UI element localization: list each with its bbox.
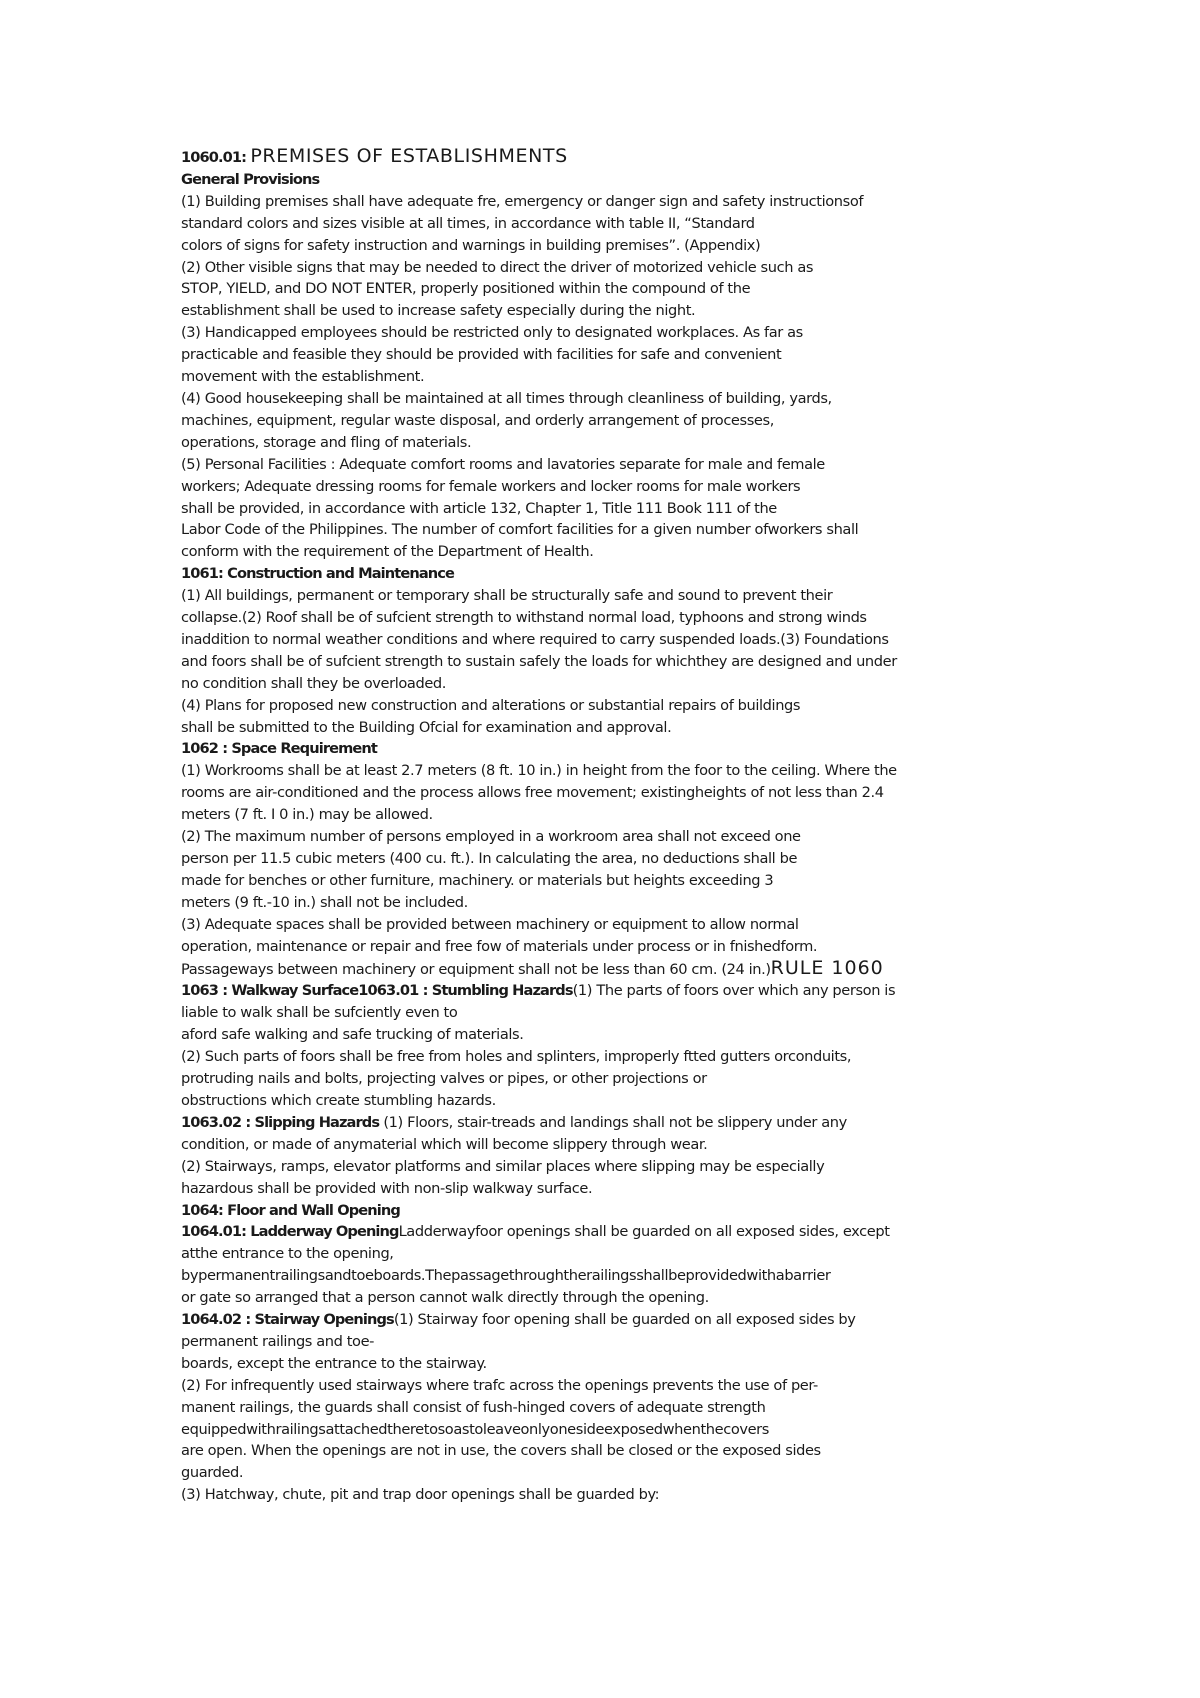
body-text: (3) Handicapped employees should be restricted only to designated workplaces. As far as (181, 324, 803, 342)
text-line (181, 958, 1061, 981)
text-line (181, 980, 1061, 1002)
text-line (181, 498, 1061, 520)
body-text: Labor Code of the Philippines. The number of comfort facilities for a given number ofworkers shall (181, 521, 859, 539)
body-text: (1) Floors, stair-treads and landings shall not be slippery under any (379, 1113, 847, 1131)
text-line (181, 454, 1061, 476)
text-line (181, 541, 1061, 563)
body-text: hazardous shall be provided with non-slip walkway surface. (181, 1179, 593, 1197)
text-line (181, 169, 1061, 191)
text-line (181, 519, 1061, 541)
body-text: (3) Adequate spaces shall be provided between machinery or equipment to allow normal (181, 915, 799, 933)
text-line (181, 1068, 1061, 1090)
document-body (181, 146, 1061, 1506)
body-text: are open. When the openings are not in use, the covers shall be closed or the exposed sides (181, 1442, 821, 1460)
section-heading: 1063 : Walkway Surface1063.01 : Stumbling Hazards (181, 982, 573, 1000)
body-text: shall be provided, in accordance with article 132, Chapter 1, Title 111 Book 111 of the (181, 499, 777, 517)
body-text: (2) Stairways, ramps, elevator platforms and similar places where slipping may be especially (181, 1157, 825, 1175)
text-line (181, 1462, 1061, 1484)
text-line (181, 1002, 1061, 1024)
text-line (181, 936, 1061, 958)
body-text: (4) Plans for proposed new construction and alterations or substantial repairs of buildings (181, 696, 801, 714)
text-line (181, 1331, 1061, 1353)
title-number: 1060.01: (181, 149, 247, 166)
body-text: made for benches or other furniture, machinery. or materials but heights exceeding 3 (181, 871, 774, 889)
body-text: liable to walk shall be sufciently even to (181, 1004, 458, 1022)
body-text: meters (7 ft. I 0 in.) may be allowed. (181, 806, 433, 824)
text-line (181, 914, 1061, 936)
body-text: practicable and feasible they should be provided with facilities for safe and convenient (181, 346, 782, 364)
text-line (181, 804, 1061, 826)
section-heading: 1062 : Space Requirement (181, 740, 377, 758)
body-text: establishment shall be used to increase safety especially during the night. (181, 302, 696, 320)
body-text: (5) Personal Facilities : Adequate comfort rooms and lavatories separate for male and female (181, 455, 825, 473)
text-line (181, 322, 1061, 344)
text-line (181, 432, 1061, 454)
text-line (181, 1090, 1061, 1112)
body-text: protruding nails and bolts, projecting valves or pipes, or other projections or (181, 1070, 707, 1088)
body-text: (1) Building premises shall have adequate fre, emergency or danger sign and safety instructionsof (181, 192, 864, 210)
text-line (181, 1200, 1061, 1222)
section-heading: 1063.02 : Slipping Hazards (181, 1113, 380, 1131)
title-text: PREMISES OF ESTABLISHMENTS (250, 145, 568, 167)
text-line (181, 1353, 1061, 1375)
text-line (181, 695, 1061, 717)
body-text: atthe entrance to the opening, (181, 1245, 394, 1263)
body-text: machines, equipment, regular waste disposal, and orderly arrangement of processes, (181, 411, 774, 429)
text-line (181, 607, 1061, 629)
text-line (181, 870, 1061, 892)
text-line (181, 651, 1061, 673)
body-text: person per 11.5 cubic meters (400 cu. ft.). In calculating the area, no deductions shall be (181, 850, 798, 867)
text-line (181, 1265, 1061, 1287)
text-line (181, 1178, 1061, 1200)
body-text: guarded. (181, 1464, 244, 1482)
text-line (181, 1375, 1061, 1397)
body-text: standard colors and sizes visible at all times, in accordance with table II, “Standard (181, 214, 755, 232)
section-heading: General Provisions (181, 170, 320, 188)
body-text: aford safe walking and safe trucking of materials. (181, 1026, 524, 1044)
text-line (181, 1112, 1061, 1134)
section-heading: 1064: Floor and Wall Opening (181, 1201, 400, 1219)
text-line (181, 1309, 1061, 1331)
body-text: (1) Workrooms shall be at least 2.7 meters (8 ft. 10 in.) in height from the foor to the ceiling. Where the (181, 762, 897, 780)
body-text: (1) Stairway foor opening shall be guarded on all exposed sides by (393, 1311, 856, 1329)
text-line (181, 673, 1061, 695)
page-title (181, 146, 1061, 169)
body-text: rooms are air-conditioned and the process allows free movement; existingheights of not less than 2.4 (181, 784, 884, 802)
text-line (181, 848, 1061, 870)
body-text: shall be submitted to the Building Ofcial for examination and approval. (181, 718, 672, 736)
text-line (181, 563, 1061, 585)
text-line (181, 235, 1061, 257)
text-line (181, 388, 1061, 410)
text-line (181, 1484, 1061, 1506)
body-text: collapse.(2) Roof shall be of sufcient strength to withstand normal load, typhoons and strong winds (181, 609, 867, 627)
body-text: operation, maintenance or repair and free fow of materials under process or in fnishedform. (181, 937, 818, 955)
text-line (181, 191, 1061, 213)
text-line (181, 410, 1061, 432)
body-text: manent railings, the guards shall consist of fush-hinged covers of adequate strength (181, 1398, 766, 1416)
text-line (181, 1134, 1061, 1156)
body-text: equippedwithrailingsattachedtheretosoastoleaveonlyonesideexposedwhenthecovers (181, 1420, 769, 1438)
text-line (181, 826, 1061, 848)
text-line (181, 1287, 1061, 1309)
body-text: colors of signs for safety instruction and warnings in building premises”. (Appendix) (181, 236, 761, 254)
body-text: bypermanentrailingsandtoeboards.Thepassagethroughtherailingsshallbeprovidedwithabarrier (181, 1267, 831, 1285)
text-line (181, 1397, 1061, 1419)
text-line (181, 300, 1061, 322)
body-text: Ladderwayfoor openings shall be guarded on all exposed sides, except (398, 1223, 890, 1241)
text-line (181, 629, 1061, 651)
body-text: movement with the establishment. (181, 368, 425, 386)
text-line (181, 1046, 1061, 1068)
body-text: (2) Such parts of foors shall be free from holes and splinters, improperly ftted gutters orconduits, (181, 1048, 852, 1066)
section-heading: 1064.02 : Stairway Openings (181, 1311, 394, 1329)
text-line (181, 1243, 1061, 1265)
body-text: condition, or made of anymaterial which will become slippery through wear. (181, 1135, 708, 1153)
body-text: no condition shall they be overloaded. (181, 674, 446, 692)
text-line (181, 1156, 1061, 1178)
body-text: meters (9 ft.-10 in.) shall not be included. (181, 893, 468, 911)
text-line (181, 892, 1061, 914)
text-line (181, 1221, 1061, 1243)
body-text: or gate so arranged that a person cannot walk directly through the opening. (181, 1289, 709, 1307)
text-line (181, 782, 1061, 804)
body-text: conform with the requirement of the Department of Health. (181, 543, 594, 561)
body-text: STOP, YIELD, and DO NOT ENTER, properly positioned within the compound of the (181, 280, 751, 298)
text-line (181, 760, 1061, 782)
body-text: (3) Hatchway, chute, pit and trap door openings shall be guarded by: (181, 1486, 660, 1504)
body-text: (2) For infrequently used stairways where trafc across the openings prevents the use of per- (181, 1376, 818, 1394)
body-text: Passageways between machinery or equipment shall not be less than 60 cm. (24 in.) (181, 960, 771, 978)
body-text: inaddition to normal weather conditions and where required to carry suspended loads.(3) Foundations (181, 630, 889, 648)
body-text: (1) All buildings, permanent or temporary shall be structurally safe and sound to prevent their (181, 587, 833, 605)
body-text: and foors shall be of sufcient strength to sustain safely the loads for whichthey are designed and under (181, 652, 897, 670)
body-text: workers; Adequate dressing rooms for female workers and locker rooms for male workers (181, 477, 801, 495)
text-line (181, 1419, 1061, 1441)
text-line (181, 738, 1061, 760)
body-text: obstructions which create stumbling hazards. (181, 1091, 496, 1109)
text-line (181, 278, 1061, 300)
body-text: operations, storage and fling of materials. (181, 433, 472, 451)
body-text: (1) The parts of foors over which any person is (572, 982, 896, 1000)
body-text: boards, except the entrance to the stairway. (181, 1354, 487, 1372)
rule-label: RULE 1060 (770, 956, 884, 979)
text-line (181, 717, 1061, 739)
section-heading: 1061: Construction and Maintenance (181, 565, 455, 583)
text-line (181, 344, 1061, 366)
text-line (181, 213, 1061, 235)
text-line (181, 585, 1061, 607)
section-heading: 1064.01: Ladderway Opening (181, 1223, 399, 1241)
body-text: permanent railings and toe- (181, 1332, 375, 1350)
text-line (181, 257, 1061, 279)
text-line (181, 366, 1061, 388)
text-line (181, 1024, 1061, 1046)
text-line (181, 1440, 1061, 1462)
body-text: (2) The maximum number of persons employed in a workroom area shall not exceed one (181, 828, 801, 846)
body-text: (4) Good housekeeping shall be maintained at all times through cleanliness of building, yards, (181, 389, 832, 407)
body-text: (2) Other visible signs that may be needed to direct the driver of motorized vehicle such as (181, 258, 814, 276)
text-line (181, 476, 1061, 498)
